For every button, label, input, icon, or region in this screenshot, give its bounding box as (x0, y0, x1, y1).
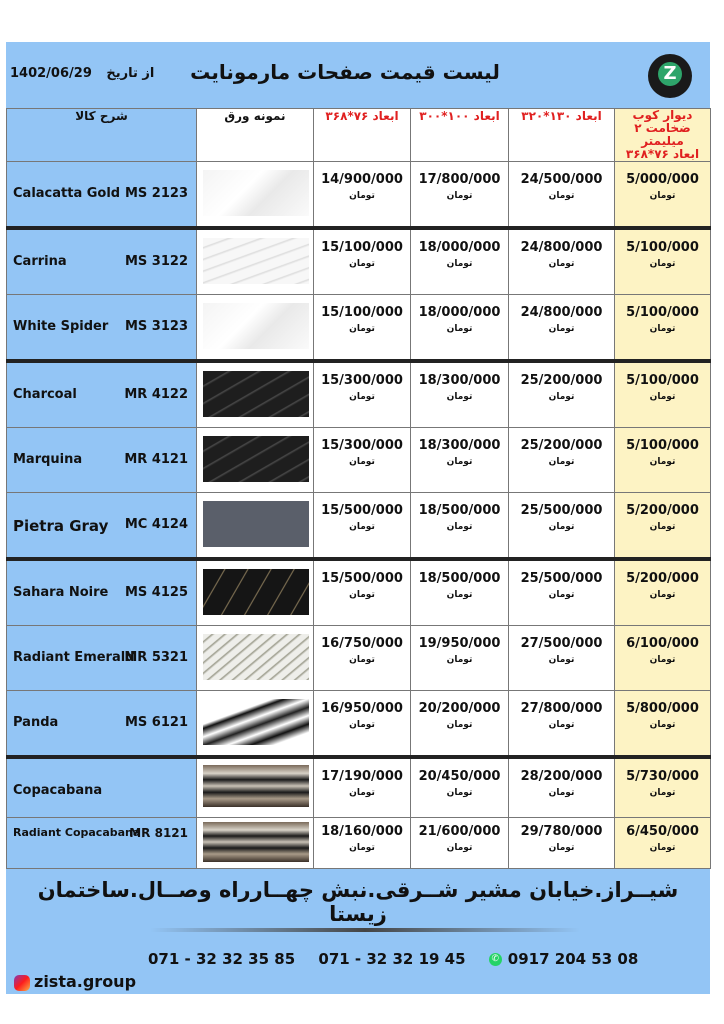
unit-label: تومان (446, 843, 473, 853)
swatch-copacabana-icon (203, 765, 309, 807)
col-header-sample: نمونه ورق (197, 109, 314, 162)
unit-label: تومان (349, 457, 375, 467)
price-size2: 18/300/000 (418, 438, 501, 453)
price-size1: 17/190/000 (321, 769, 403, 784)
price-wall: 5/100/000 (626, 305, 699, 320)
product-name: Copacabana (13, 783, 103, 798)
col-header-description: شرح کالا (7, 109, 197, 162)
unit-label: تومان (349, 324, 375, 334)
price-wall: 5/200/000 (626, 503, 699, 518)
unit-label: تومان (649, 788, 676, 798)
table-row (7, 818, 711, 869)
unit-label: تومان (649, 590, 676, 600)
price-size2: 18/500/000 (418, 503, 501, 518)
unit-label: تومان (649, 720, 676, 730)
unit-label: تومان (548, 522, 575, 532)
price-wall: 5/200/000 (626, 571, 699, 586)
unit-label: تومان (446, 590, 473, 600)
swatch-marble-veined-icon (203, 238, 309, 284)
price-size2: 18/000/000 (418, 305, 501, 320)
price-wall: 5/800/000 (626, 701, 699, 716)
unit-label: تومان (548, 720, 575, 730)
unit-label: تومان (446, 392, 473, 402)
table-row (7, 228, 711, 295)
table-row (7, 428, 711, 493)
price-size2: 18/000/000 (418, 240, 501, 255)
price-size2: 20/450/000 (418, 769, 501, 784)
price-size3: 27/500/000 (520, 636, 603, 651)
unit-label: تومان (649, 655, 676, 665)
unit-label: تومان (548, 259, 575, 269)
wall-header-line-2: ضخامت ۲ میلیمتر (634, 121, 691, 148)
price-size1: 16/750/000 (321, 636, 403, 651)
product-code: MR 4121 (124, 452, 188, 467)
instagram-icon (14, 975, 30, 991)
col-header-size-100x300: ابعاد ۱۰۰*۳۰۰ (411, 109, 509, 162)
unit-label: تومان (649, 324, 676, 334)
product-code: MS 2123 (124, 186, 188, 201)
unit-label: تومان (349, 655, 375, 665)
product-name: Radiant Emerald (13, 650, 135, 665)
price-size3: 24/500/000 (520, 172, 603, 187)
swatch-marble-white-icon (203, 303, 309, 349)
price-size1: 15/500/000 (321, 503, 403, 518)
swatch-dark-veined-icon (203, 371, 309, 417)
unit-label: تومان (649, 392, 676, 402)
unit-label: تومان (446, 720, 473, 730)
whatsapp-icon: ✆ (489, 953, 502, 966)
wall-header-line-1: دیوار کوب (632, 108, 693, 122)
price-size2: 18/500/000 (418, 571, 501, 586)
instagram-handle-block[interactable] (14, 972, 136, 991)
swatch-emerald-icon (203, 634, 309, 680)
product-name: Sahara Noire (13, 585, 109, 600)
product-code: MS 6121 (124, 715, 188, 730)
unit-label: تومان (446, 655, 473, 665)
swatch-panda-icon (203, 699, 309, 745)
product-name: Pietra Gray (13, 517, 109, 535)
price-size3: 28/200/000 (520, 769, 603, 784)
price-size3: 24/800/000 (520, 240, 603, 255)
table-row (7, 757, 711, 818)
unit-label: تومان (649, 191, 676, 201)
unit-label: تومان (349, 720, 375, 730)
unit-label: تومان (349, 522, 375, 532)
phone-2[interactable]: 071 - 32 32 19 45 (318, 950, 466, 968)
price-wall: 5/100/000 (626, 438, 699, 453)
price-size3: 25/500/000 (520, 503, 603, 518)
unit-label: تومان (548, 392, 575, 402)
product-code: MS 4125 (124, 585, 188, 600)
unit-label: تومان (446, 259, 473, 269)
unit-label: تومان (548, 843, 575, 853)
price-wall: 5/100/000 (626, 240, 699, 255)
price-size3: 24/800/000 (520, 305, 603, 320)
mobile-phone[interactable]: 0917 204 53 08 (507, 950, 639, 968)
price-size3: 27/800/000 (520, 701, 603, 716)
product-code: MR 5321 (124, 650, 188, 665)
unit-label: تومان (349, 843, 375, 853)
footer-address: شیــراز.خیابان مشیر شــرقی.نبش چهــارراه وصــال.ساختمان زیستا (37, 878, 679, 926)
table-row (7, 691, 711, 758)
company-logo (648, 54, 692, 98)
wall-header-line-3: ابعاد ۷۶*۳۶۸ (625, 147, 700, 161)
unit-label: تومان (446, 457, 473, 467)
swatch-gray-icon (203, 501, 309, 547)
price-wall: 5/730/000 (626, 769, 699, 784)
table-row (7, 493, 711, 560)
price-size1: 15/100/000 (321, 305, 403, 320)
phone-1[interactable]: 071 - 32 32 35 85 (148, 950, 296, 968)
unit-label: تومان (548, 590, 575, 600)
product-name: Marquina (13, 452, 83, 467)
table-row (7, 295, 711, 362)
price-size2: 21/600/000 (418, 824, 501, 839)
unit-label: تومان (649, 843, 676, 853)
price-table (6, 108, 711, 869)
price-size1: 15/300/000 (321, 373, 403, 388)
product-code: MR 4122 (124, 387, 188, 402)
price-size1: 15/300/000 (321, 438, 403, 453)
product-code: MS 3123 (124, 319, 188, 334)
col-header-size-130x320: ابعاد ۱۳۰*۳۲۰ (509, 109, 615, 162)
unit-label: تومان (349, 788, 375, 798)
price-size3: 25/200/000 (520, 373, 603, 388)
unit-label: تومان (349, 191, 375, 201)
date-label: از تاریخ (106, 66, 155, 81)
table-row (7, 626, 711, 691)
product-code: MR 8121 (129, 826, 188, 840)
price-size1: 14/900/000 (321, 172, 403, 187)
price-size2: 20/200/000 (418, 701, 501, 716)
footer-divider (150, 928, 580, 932)
product-name: Carrina (13, 254, 67, 269)
unit-label: تومان (349, 259, 375, 269)
price-size2: 19/950/000 (418, 636, 501, 651)
unit-label: تومان (649, 522, 676, 532)
unit-label: تومان (349, 392, 375, 402)
product-name: Panda (13, 715, 59, 730)
unit-label: تومان (649, 259, 676, 269)
unit-label: تومان (548, 324, 575, 334)
table-header-row (7, 109, 711, 162)
price-wall: 6/450/000 (626, 824, 699, 839)
product-name: Charcoal (13, 387, 77, 402)
swatch-marble-white-icon (203, 170, 309, 216)
product-name: Radiant Copacabana (13, 826, 141, 839)
product-name: White Spider (13, 319, 109, 334)
product-code: MS 3122 (124, 254, 188, 269)
logo-mark-icon: Z (658, 62, 682, 86)
product-name: Calacatta Gold (13, 186, 121, 201)
price-wall: 5/100/000 (626, 373, 699, 388)
price-size1: 15/500/000 (321, 571, 403, 586)
price-size1: 16/950/000 (321, 701, 403, 716)
price-size2: 17/800/000 (418, 172, 501, 187)
price-size1: 18/160/000 (321, 824, 403, 839)
unit-label: تومان (349, 590, 375, 600)
unit-label: تومان (446, 191, 473, 201)
price-size2: 18/300/000 (418, 373, 501, 388)
unit-label: تومان (548, 457, 575, 467)
price-size1: 15/100/000 (321, 240, 403, 255)
swatch-black-gold-icon (203, 569, 309, 615)
product-code: MC 4124 (124, 517, 188, 532)
swatch-dark-veined-icon (203, 436, 309, 482)
unit-label: تومان (548, 191, 575, 201)
col-header-size-76x368: ابعاد ۷۶*۳۶۸ (314, 109, 411, 162)
price-wall: 5/000/000 (626, 172, 699, 187)
col-header-wall-cladding (615, 109, 711, 162)
price-size3: 29/780/000 (520, 824, 603, 839)
unit-label: تومان (548, 655, 575, 665)
table-row (7, 559, 711, 626)
price-size3: 25/500/000 (520, 571, 603, 586)
unit-label: تومان (446, 324, 473, 334)
page-title: لیست قیمت صفحات مارمونایت (190, 60, 500, 84)
date-block (10, 66, 154, 81)
price-wall: 6/100/000 (626, 636, 699, 651)
unit-label: تومان (649, 457, 676, 467)
price-size3: 25/200/000 (520, 438, 603, 453)
swatch-copacabana-icon (203, 822, 309, 862)
footer-phones (148, 950, 656, 968)
table-row (7, 162, 711, 229)
instagram-handle[interactable]: zista.group (34, 972, 137, 991)
unit-label: تومان (446, 788, 473, 798)
unit-label: تومان (548, 788, 575, 798)
unit-label: تومان (446, 522, 473, 532)
table-row (7, 361, 711, 428)
date-value: 1402/06/29 (10, 66, 92, 81)
